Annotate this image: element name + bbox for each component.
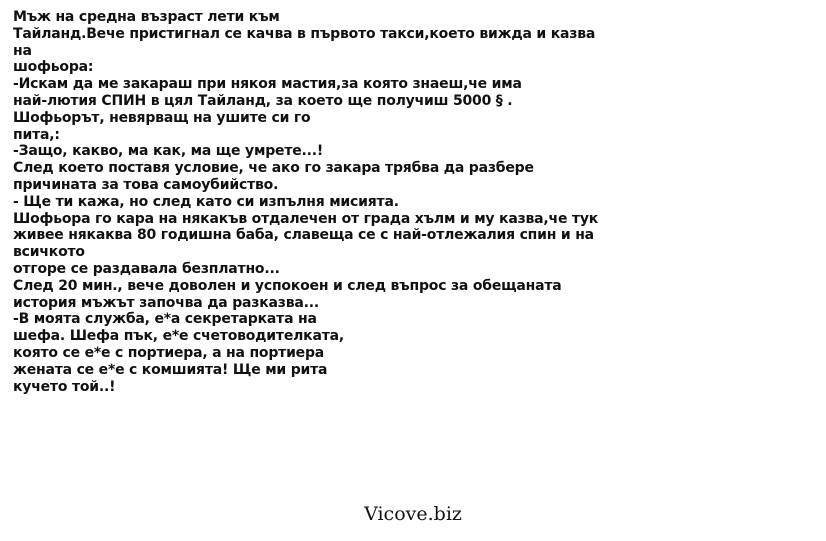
text-line: -В моята служба, е*а секретарката на	[13, 311, 317, 328]
text-line: Тайланд.Вече пристигнал се качва в първото такси,което вижда и казва	[13, 25, 596, 42]
text-line: всичкото	[13, 244, 85, 261]
text-line: най-лютия СПИН в цял Тайланд, за което ще получиш 5000 § .	[13, 92, 513, 109]
text-line: която се е*е с портиера, а на портиера	[13, 344, 325, 361]
text-line: Шофьора го кара на някакъв отдалечен от града хълм и му казва,че тук	[13, 210, 599, 227]
joke-text	[13, 9, 599, 395]
site-footer-label: Vicove.biz	[364, 503, 462, 525]
text-line: живее някаква 80 годишна баба, славеща се с най-отлежалия спин и на	[13, 227, 594, 244]
text-line: на	[13, 42, 32, 59]
text-line: - Ще ти кажа, но след като си изпълня мисията.	[13, 193, 399, 210]
text-line: шефа. Шефа пък, е*е счетоводителката,	[13, 328, 344, 345]
text-line: След 20 мин., вече доволен и успокоен и след въпрос за обещаната	[13, 277, 562, 294]
text-line: пита,:	[13, 126, 60, 143]
text-line: причината за това самоубийство.	[13, 176, 279, 193]
text-line: кучето той..!	[13, 378, 116, 395]
text-line: След което поставя условие, че ако го закара трябва да разбере	[13, 160, 534, 177]
text-line: -Защо, какво, ма как, ма ще умрете...!	[13, 143, 324, 160]
text-line: Шофьорът, невярващ на ушите си го	[13, 109, 311, 126]
text-line: жената се е*е с комшията! Ще ми рита	[13, 361, 328, 378]
text-line: шофьора:	[13, 59, 94, 76]
text-line: -Искам да ме закараш при някоя мастия,за която знаеш,че има	[13, 76, 522, 93]
text-line: отгоре се раздавала безплатно...	[13, 260, 280, 277]
text-line: история мъжът започва да разказва...	[13, 294, 319, 311]
text-line: Мъж на средна възраст лети към	[13, 9, 280, 25]
